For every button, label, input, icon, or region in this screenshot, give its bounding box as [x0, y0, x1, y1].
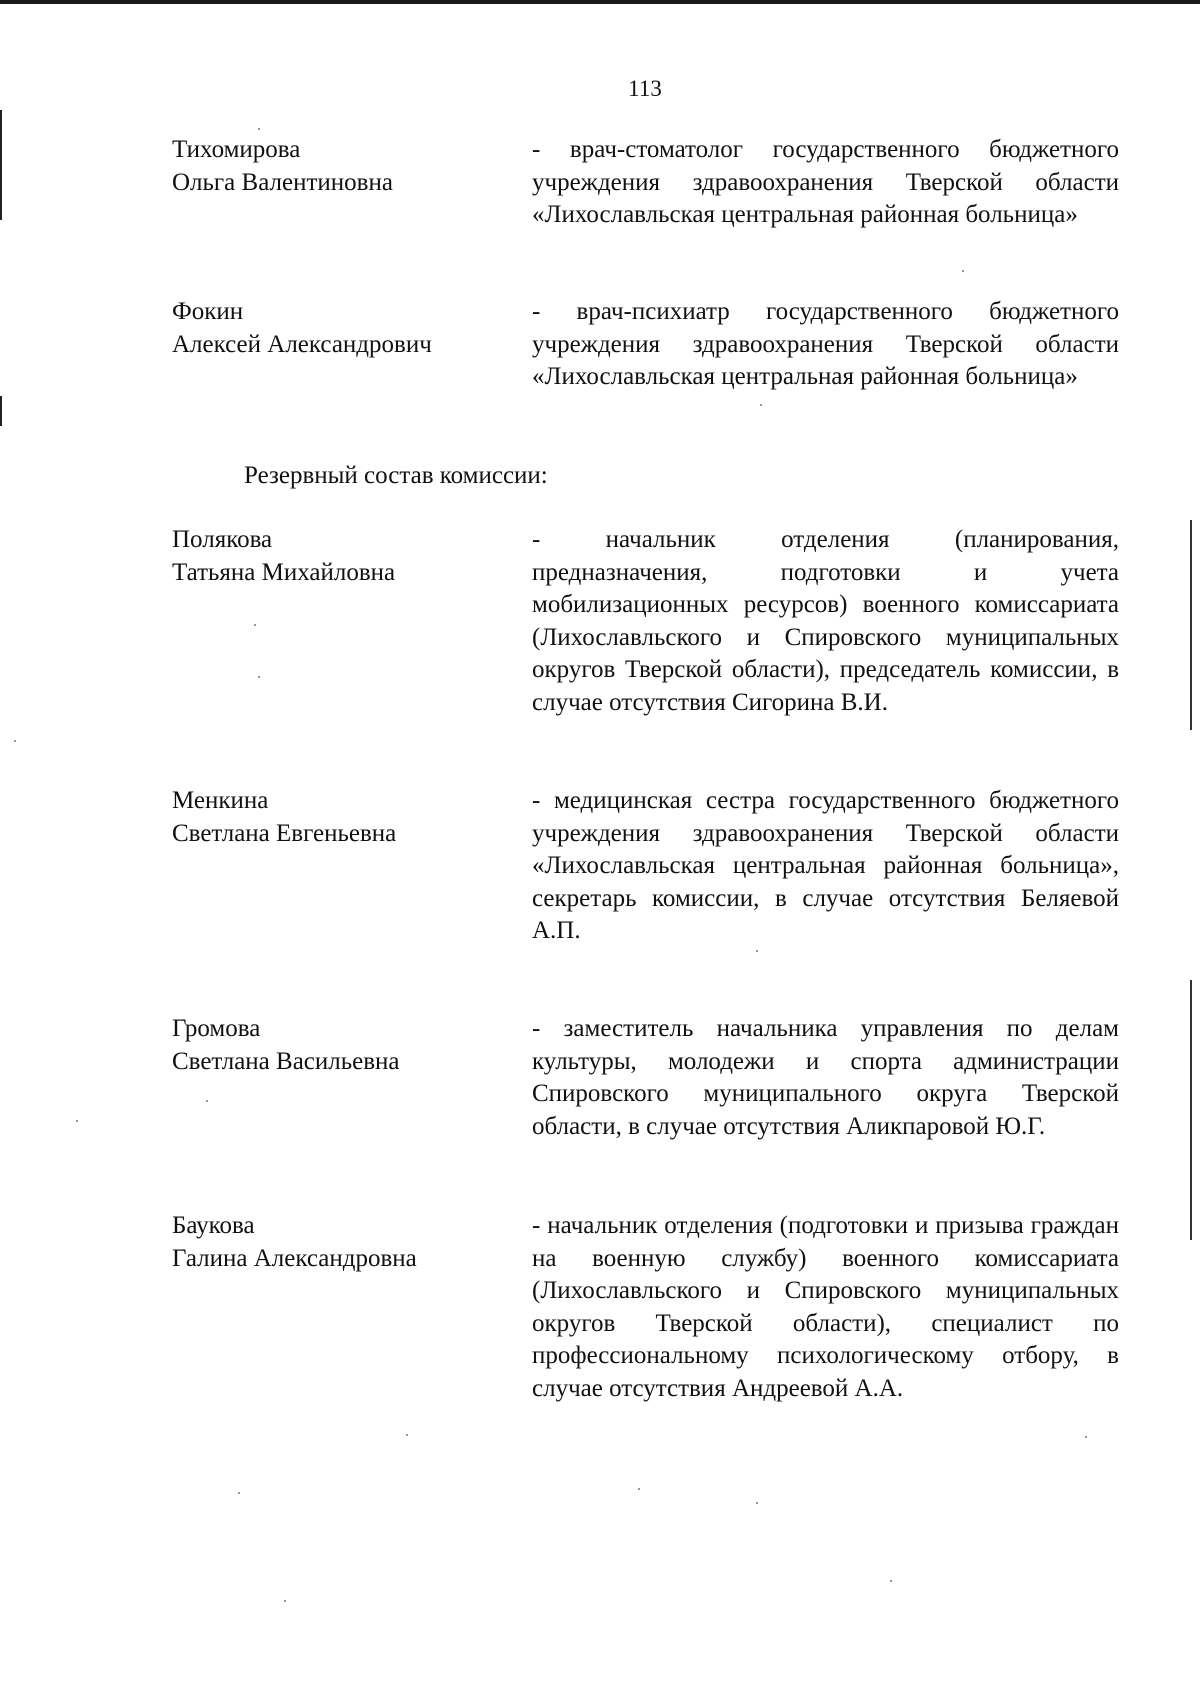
member-surname: Полякова	[172, 526, 273, 553]
scan-speck	[962, 270, 964, 272]
member-given-names: Ольга Валентиновна	[172, 168, 393, 196]
member-position: - начальник отделения (подготовки и призыва граждан на военную службу) военного комиссариата (Лихославльского и Спировского муниципальных округов Тверской области), специалист по профессиональному психологическому отбору, в случае отсутствия Андреевой А.А.	[532, 1212, 1119, 1402]
member-surname: Баукова	[172, 1212, 255, 1239]
scan-speck	[14, 740, 16, 742]
scan-speck	[756, 950, 758, 952]
scan-speck	[254, 624, 256, 626]
member-given-names: Татьяна Михайловна	[172, 558, 396, 586]
member-position: - врач-психиатр государственного бюджетного учреждения здравоохранения Тверской области «Лихославльская центральная районная больница»	[532, 298, 1119, 390]
member-surname: Фокин	[172, 298, 244, 325]
member-name	[172, 1210, 502, 1275]
member-surname: Менкина	[172, 787, 269, 814]
member-position: - начальник отделения (планирования, предназначения, подготовки и учета мобилизационных ресурсов) военного комиссариата (Лихославльского и Спировского муниципальных округов Тверской области), председатель комиссии, в случае отсутствия Сигорина В.И.	[532, 526, 1119, 716]
member-position: - медицинская сестра государственного бюджетного учреждения здравоохранения Тверской области «Лихославльская центральная районная больница», секретарь комиссии, в случае отсутствия Беляевой А.П.	[532, 787, 1119, 944]
scan-speck	[284, 1600, 286, 1602]
member-position: - заместитель начальника управления по делам культуры, молодежи и спорта администрации Спировского муниципального округа Тверской области, в случае отсутствия Аликпаровой Ю.Г.	[532, 1015, 1119, 1140]
scan-speck	[258, 676, 260, 678]
member-name	[172, 785, 502, 850]
scan-right-edge-mark	[1190, 980, 1192, 1240]
scan-speck	[638, 1488, 640, 1490]
scan-speck	[756, 1502, 758, 1504]
scan-speck	[1085, 1436, 1087, 1438]
member-surname: Громова	[172, 1015, 261, 1042]
scan-left-edge-mark	[0, 396, 2, 426]
scan-speck	[258, 128, 260, 130]
scan-speck	[206, 1100, 208, 1102]
member-name	[172, 134, 502, 199]
scan-speck	[406, 1434, 408, 1436]
member-name	[172, 296, 502, 361]
member-given-names: Алексей Александрович	[172, 330, 432, 358]
member-surname: Тихомирова	[172, 136, 301, 163]
scan-left-edge-mark	[0, 110, 2, 220]
scan-speck	[238, 1492, 240, 1494]
member-given-names: Галина Александровна	[172, 1244, 417, 1272]
scan-speck	[890, 1580, 892, 1582]
member-name	[172, 1013, 502, 1078]
member-given-names: Светлана Евгеньевна	[172, 819, 397, 847]
scan-speck	[760, 404, 762, 406]
scan-top-border	[0, 0, 1200, 4]
member-position: - врач-стоматолог государственного бюджетного учреждения здравоохранения Тверской области «Лихославльская центральная районная больница»	[532, 136, 1119, 228]
page-number: 113	[628, 76, 662, 101]
reserve-section-heading: Резервный состав комиссии:	[244, 462, 548, 489]
member-given-names: Светлана Васильевна	[172, 1047, 400, 1075]
scan-right-edge-mark	[1190, 520, 1192, 730]
scan-speck	[76, 1120, 78, 1122]
member-name	[172, 524, 502, 589]
